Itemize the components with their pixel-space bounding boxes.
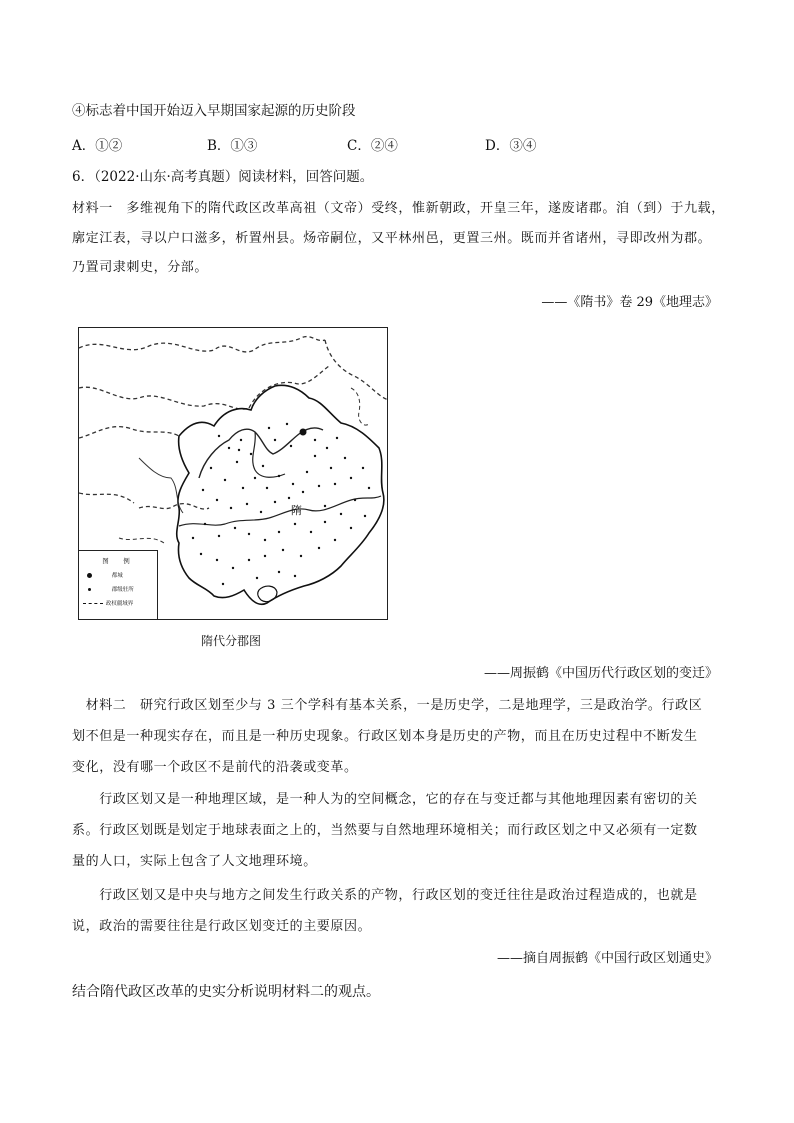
option-d[interactable] [485, 134, 536, 154]
material-2-line: 材料二 研究行政区划至少与 3 三个学科有基本关系，一是历史学，二是地理学，三是政治学。行政区 [72, 698, 703, 713]
question-6-stem: 6．（2022·山东·高考真题）阅读材料，回答问题。 [72, 169, 374, 185]
capital-marker [300, 429, 307, 436]
sui-map [78, 327, 388, 620]
material-1-line: 材料一 多维视角下的隋代政区改革高祖（文帝）受终，惟新朝政，开皇三年，遂废诸郡。洎（到）于九载， [72, 201, 725, 216]
material-2-line: 说，政治的需要往往是行政区划变迁的主要原因。 [72, 919, 372, 934]
material-2-line: 量的人口，实际上包含了人文地理环境。 [72, 854, 317, 869]
option-text: ①③ [230, 138, 258, 154]
option-letter: B． [207, 138, 231, 154]
option-text: ③④ [509, 138, 537, 154]
option-a[interactable] [72, 134, 122, 154]
boundary-legend-icon [83, 603, 103, 604]
legend-label: 政权疆域界 [105, 601, 134, 607]
material-1-source: ——《隋书》卷 29《地理志》 [541, 295, 718, 310]
material-2-line: 行政区划又是一种地理区域，是一种人为的空间概念，它的存在与变迁都与其他地理因素有密切的关 [72, 792, 698, 807]
map-caption: 隋代分郡图 [201, 634, 262, 648]
legend-row-boundary [83, 599, 133, 607]
capital-legend-icon [87, 573, 92, 578]
option-letter: C． [347, 138, 371, 154]
material-2-line: 系。行政区划既是划定于地球表面之上的，当然要与自然地理环境相关；而行政区划之中又必须有一定数 [72, 823, 698, 838]
material-1-line: 乃置司隶刺史，分部。 [72, 260, 209, 275]
option-c[interactable] [347, 134, 398, 154]
seat-legend-icon [88, 588, 91, 591]
option-letter: D． [485, 138, 510, 154]
legend-label: 郡级驻所 [111, 587, 134, 593]
option-b[interactable] [207, 134, 257, 154]
material-1-line: 廓定江表，寻以户口滋多，析置州县。炀帝嗣位，又平林州邑，更置三州。既而并省诸州，寻即改州为郡。 [72, 231, 712, 246]
legend-title: 图 例 [102, 557, 134, 565]
material-2-line: 行政区划又是中央与地方之间发生行政关系的产物，行政区划的变迁往往是政治过程造成的，也就是 [72, 888, 698, 903]
option-letter: A． [72, 138, 96, 154]
region-label: 隋 [291, 504, 302, 517]
material-2-line: 变化，没有哪一个政区不是前代的沿袭或变革。 [72, 760, 358, 775]
item-4-text: ④标志着中国开始迈入早期国家起源的历史阶段 [72, 103, 356, 119]
option-text: ②④ [370, 138, 398, 154]
option-text: ①② [95, 138, 123, 154]
material-2-line: 划不但是一种现实存在，而且是一种历史现象。行政区划本身是历史的产物，而且在历史过程中不断发生 [72, 729, 698, 744]
legend-label: 都城 [111, 573, 123, 579]
map-legend [79, 550, 158, 619]
material-2-source: ——摘自周振鹤《中国行政区划通史》 [496, 951, 718, 966]
legend-row-seat [87, 585, 134, 593]
material-1-source-2: ——周振鹤《中国历代行政区划的变迁》 [483, 666, 718, 681]
legend-row-capital [87, 571, 123, 579]
question-prompt: 结合隋代政区改革的史实分析说明材料二的观点。 [72, 984, 380, 1000]
